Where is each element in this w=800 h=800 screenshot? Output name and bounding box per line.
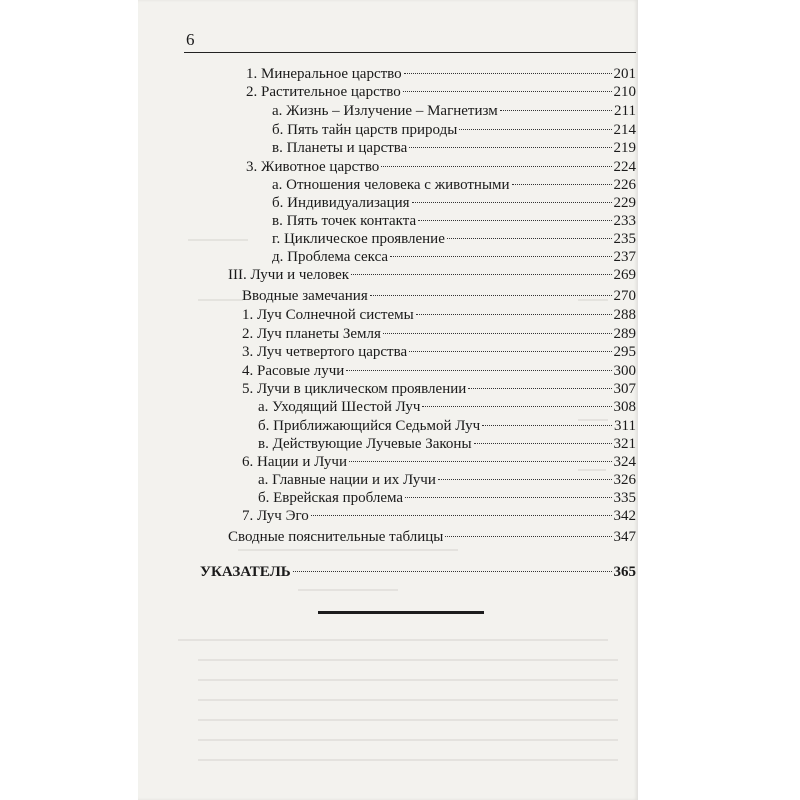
toc-entry-title: 2. Растительное царство [246,84,401,100]
dot-leader [418,220,611,221]
toc-entry-page: 295 [613,344,636,360]
toc-entry[interactable] [272,138,636,158]
toc-entry-title: 6. Нации и Лучи [242,454,347,470]
dot-leader [438,479,612,480]
dot-leader [482,425,612,426]
toc-entry[interactable] [272,120,636,140]
toc-entry[interactable] [228,527,636,547]
toc-entry[interactable] [258,488,636,508]
dot-leader [293,571,612,572]
toc-entry-title: 2. Луч планеты Земля [242,326,381,342]
toc-entry-page: 237 [613,249,636,265]
dot-leader [404,73,612,74]
toc-entry-page: 270 [613,288,636,304]
dot-leader [468,388,611,389]
toc-entry-page: 201 [613,66,636,82]
toc-entry-title: г. Циклическое проявление [272,231,445,247]
toc-entry[interactable] [242,452,636,472]
toc-entry-title: в. Пять точек контакта [272,213,417,229]
toc-entry-title: а. Уходящий Шестой Луч [258,399,421,415]
toc-entry[interactable] [272,175,636,195]
dot-leader [500,110,612,111]
dot-leader [383,333,612,334]
toc-entry-title: 1. Минеральное царство [246,66,402,82]
toc-entry-title: 3. Животное царство [246,159,380,175]
toc-entry[interactable] [272,193,636,213]
toc-entry[interactable] [242,342,636,362]
toc-entry-title: 5. Лучи в циклическом проявлении [242,381,467,397]
toc-entry-page: 342 [613,508,636,524]
toc-entry-page: 311 [614,418,636,434]
toc-entry[interactable] [242,286,636,306]
dot-leader [445,536,611,537]
toc-entry-page: 324 [613,454,636,470]
toc-entry[interactable] [228,265,636,285]
toc-entry-page: 289 [613,326,636,342]
toc-entry[interactable] [272,101,636,121]
toc-entry-title: в. Планеты и царства [272,140,408,156]
toc-entry[interactable] [272,229,636,249]
toc-entry-title: 7. Луч Эго [242,508,309,524]
toc-entry-title: б. Еврейская проблема [258,490,404,506]
dot-leader [390,256,611,257]
toc-entry-page: 269 [613,267,636,283]
dot-leader [412,202,612,203]
toc-entry-title: УКАЗАТЕЛЬ [200,564,291,580]
page-number: 6 [186,30,195,49]
book-page [138,0,638,800]
toc-entry-page: 235 [613,231,636,247]
toc-entry-page: 211 [614,103,636,119]
dot-leader [370,295,612,296]
toc-entry[interactable] [242,305,636,325]
toc-entry-title: 3. Луч четвертого царства [242,344,408,360]
toc-entry-title: а. Отношения человека с животными [272,177,510,193]
toc-entry[interactable] [272,247,636,267]
toc-entry-page: 288 [613,307,636,323]
toc-entry-title: а. Жизнь – Излучение – Магнетизм [272,103,498,119]
toc-entry[interactable] [258,416,636,436]
toc-entry-title: 4. Расовые лучи [242,363,345,379]
toc-entry-title: б. Индивидуализация [272,195,410,211]
dot-leader [405,497,611,498]
toc-entry-page: 229 [613,195,636,211]
dot-leader [416,314,612,315]
toc-entry-page: 307 [613,381,636,397]
toc-entry-title: в. Действующие Лучевые Законы [258,436,472,452]
dot-leader [403,91,612,92]
toc-entry-page: 210 [613,84,636,100]
toc-entry-page: 219 [613,140,636,156]
dot-leader [409,351,611,352]
toc-entry-page: 335 [613,490,636,506]
toc-entry[interactable] [246,82,636,102]
dot-leader [349,461,612,462]
toc-entry-page: 214 [613,122,636,138]
dot-leader [311,515,612,516]
toc-entry-title: Сводные пояснительные таблицы [228,529,444,545]
toc-entry-title: д. Проблема секса [272,249,389,265]
toc-entry[interactable] [242,361,636,381]
toc-entry-title: 1. Луч Солнечной системы [242,307,414,323]
dot-leader [409,147,611,148]
dot-leader [512,184,612,185]
toc-entry-page: 321 [613,436,636,452]
toc-entry-title: III. Лучи и человек [228,267,350,283]
dot-leader [447,238,612,239]
toc-entry[interactable] [258,397,636,417]
toc-entry-title: б. Приближающийся Седьмой Луч [258,418,481,434]
toc-entry[interactable] [258,470,636,490]
toc-entry[interactable] [242,324,636,344]
dot-leader [381,166,611,167]
dot-leader [459,129,611,130]
dot-leader [351,274,611,275]
toc-entry-title: б. Пять тайн царств природы [272,122,458,138]
toc-entry-page: 224 [613,159,636,175]
toc-entry-page: 300 [613,363,636,379]
toc-entry[interactable] [272,211,636,231]
toc-entry-title: а. Главные нации и их Лучи [258,472,436,488]
toc-entry[interactable] [242,379,636,399]
toc-entry-page: 233 [613,213,636,229]
toc-entry-page: 365 [613,564,636,580]
toc-entry-title: Вводные замечания [242,288,368,304]
toc-entry[interactable] [246,157,636,177]
toc-entry[interactable] [242,506,636,526]
toc-entry-page: 347 [613,529,636,545]
dot-leader [422,406,611,407]
dot-leader [346,370,611,371]
toc-entry-page: 308 [613,399,636,415]
toc-entry[interactable] [258,434,636,454]
section-divider-rule [318,611,484,614]
toc-entry-index[interactable] [200,562,636,582]
dot-leader [474,443,612,444]
header-rule [184,52,636,53]
toc-entry[interactable] [246,64,636,84]
toc-entry-page: 226 [613,177,636,193]
toc-entry-page: 326 [613,472,636,488]
